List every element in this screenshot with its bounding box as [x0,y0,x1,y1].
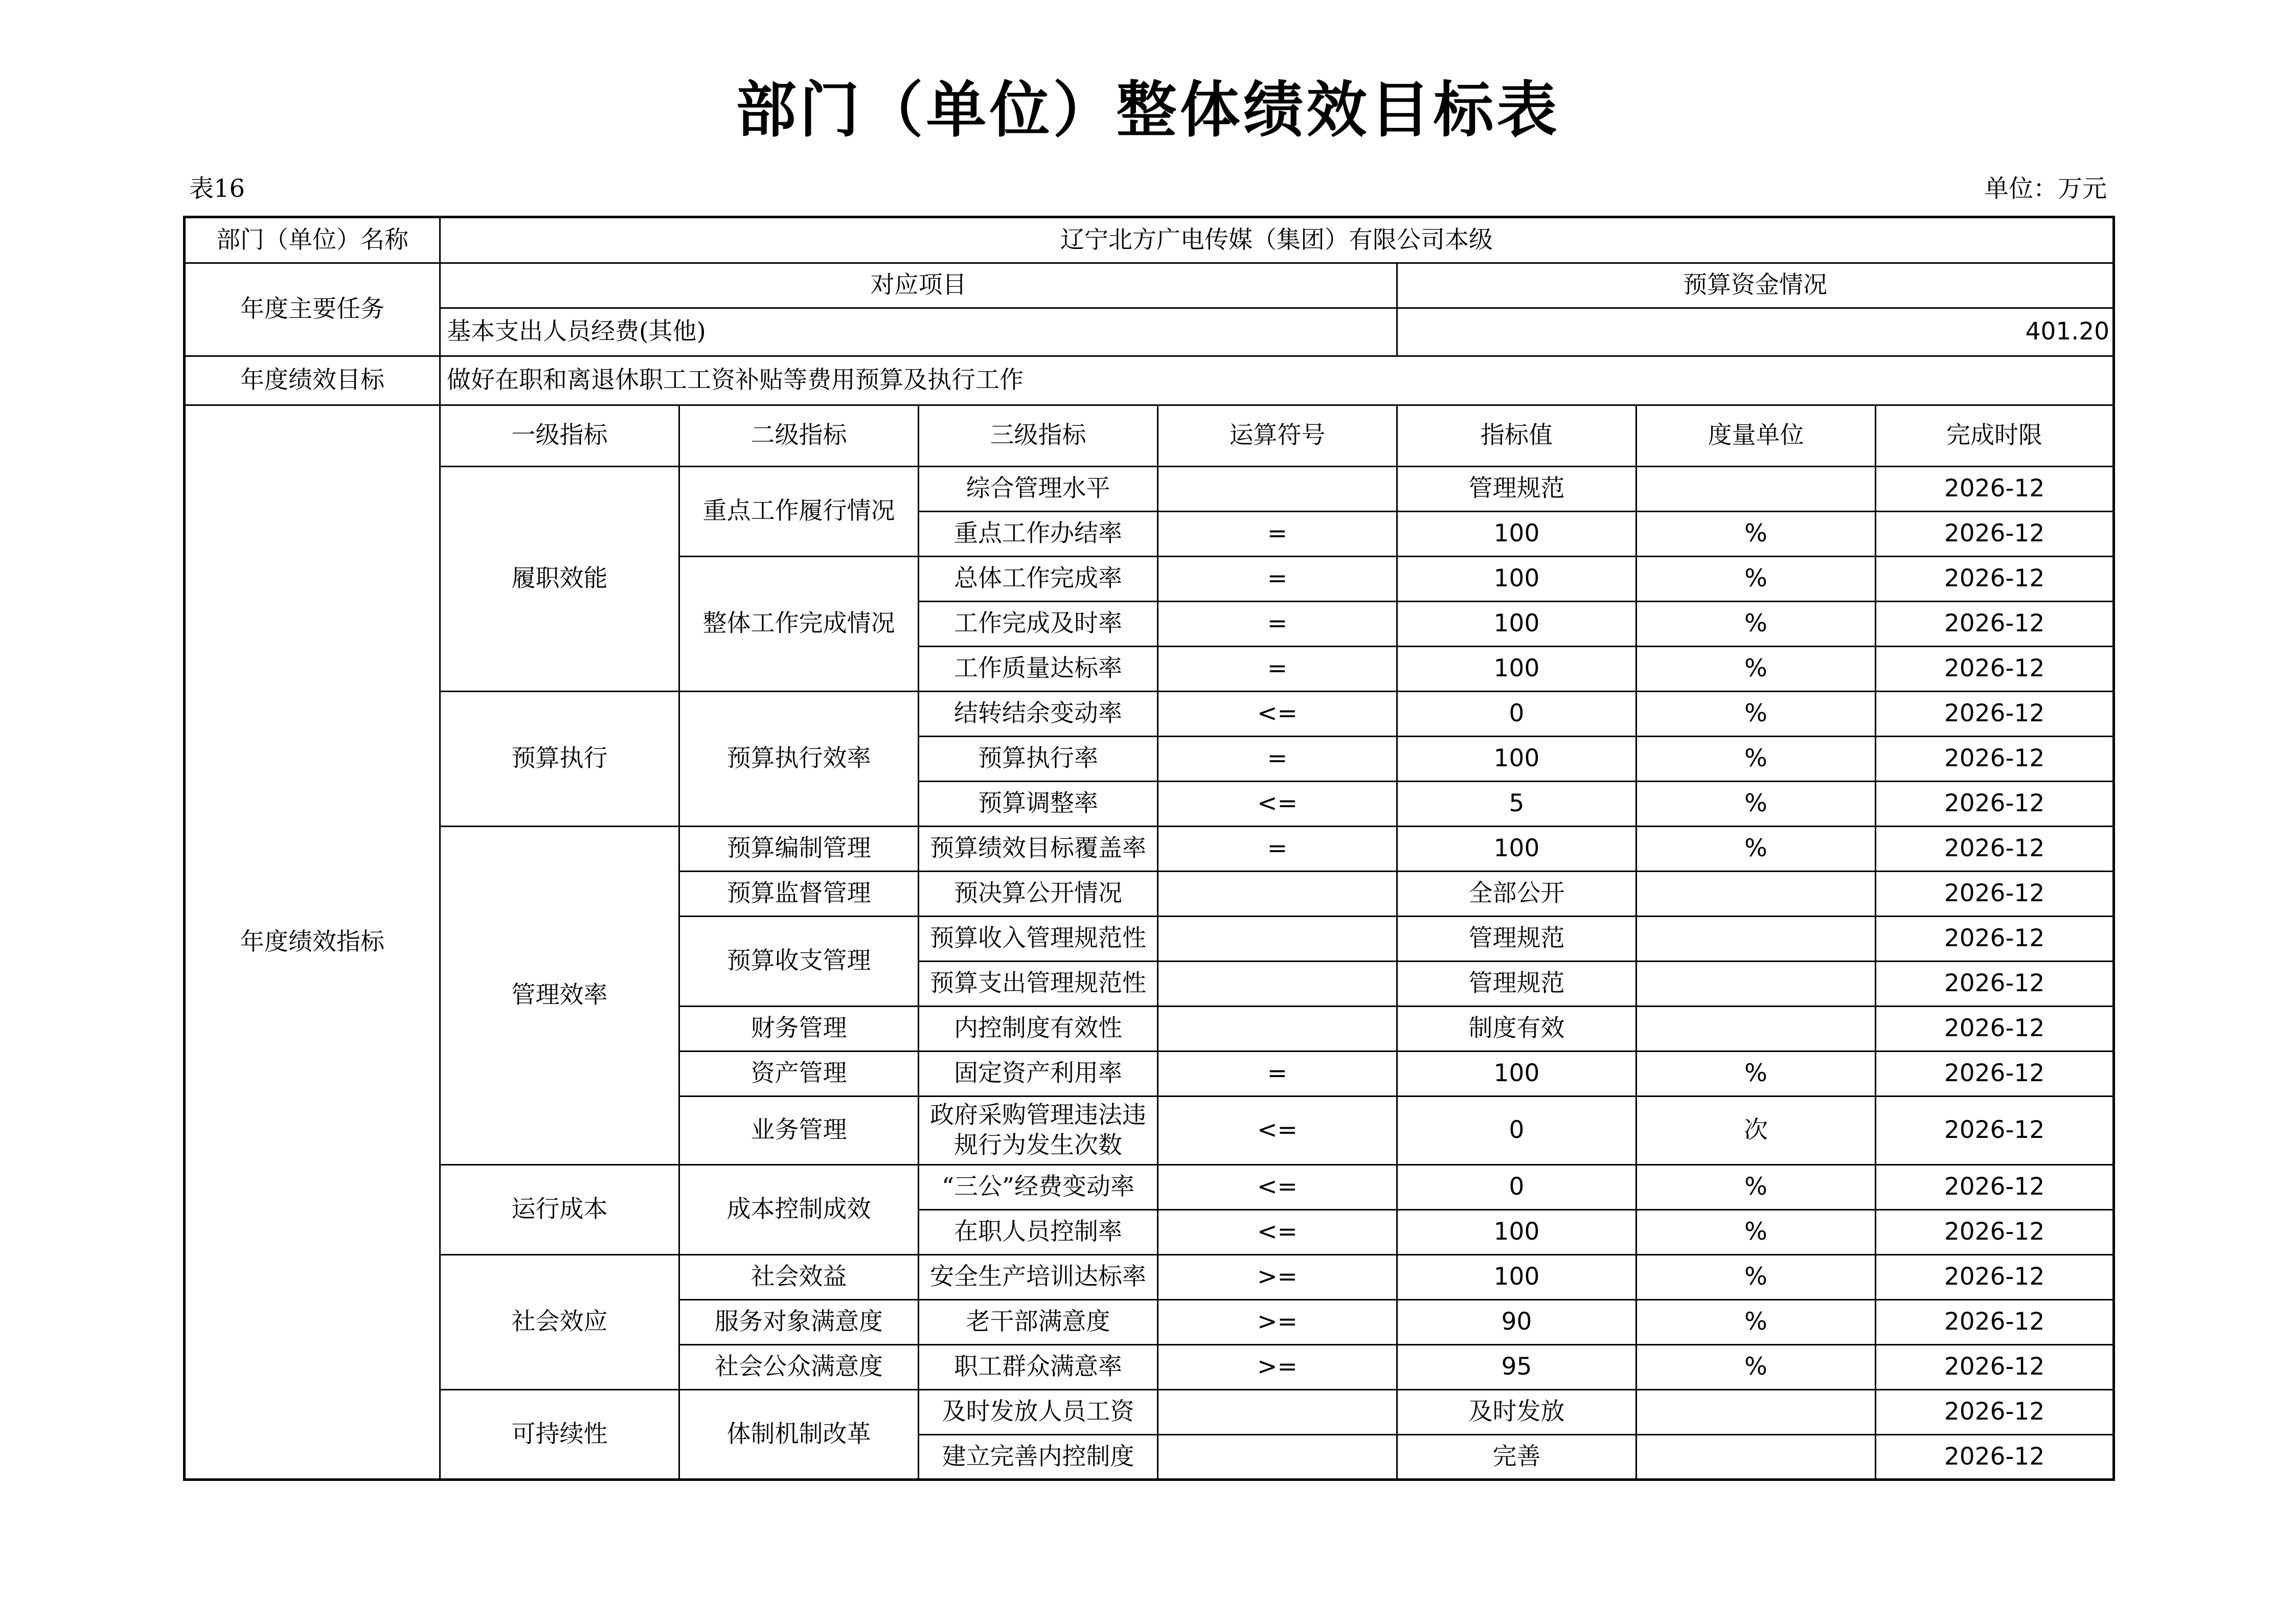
header-operator: 运算符号 [1158,405,1397,467]
level3-indicator: 预算收入管理规范性 [919,917,1158,962]
operator: = [1158,602,1397,647]
indicator-label: 年度绩效指标 [185,405,440,1480]
measure-unit: % [1636,782,1876,827]
indicator-value: 全部公开 [1397,872,1636,917]
operator: >= [1158,1345,1397,1390]
table-number: 表16 [189,174,245,203]
task-label: 年度主要任务 [185,263,440,356]
indicator-value: 及时发放 [1397,1390,1636,1435]
indicator-value: 100 [1397,1052,1636,1096]
operator [1158,1007,1397,1052]
level3-indicator: 总体工作完成率 [919,557,1158,602]
level3-indicator: 工作质量达标率 [919,647,1158,692]
level3-indicator: 政府采购管理违法违规行为发生次数 [919,1096,1158,1165]
deadline: 2026-12 [1876,737,2114,782]
measure-unit: % [1636,557,1876,602]
level2-indicator: 资产管理 [679,1052,919,1096]
level2-indicator: 社会公众满意度 [679,1345,919,1390]
operator: <= [1158,1165,1397,1210]
dept-name: 辽宁北方广电传媒（集团）有限公司本级 [440,217,2114,263]
level1-indicator: 管理效率 [440,827,679,1165]
operator [1158,917,1397,962]
level3-indicator: 及时发放人员工资 [919,1390,1158,1435]
operator [1158,1435,1397,1480]
deadline: 2026-12 [1876,512,2114,557]
measure-unit: 次 [1636,1096,1876,1165]
measure-unit: % [1636,1255,1876,1300]
deadline: 2026-12 [1876,692,2114,737]
measure-unit: % [1636,647,1876,692]
level3-indicator: 在职人员控制率 [919,1210,1158,1255]
level3-indicator: 综合管理水平 [919,467,1158,512]
indicator-value: 0 [1397,692,1636,737]
deadline: 2026-12 [1876,602,2114,647]
measure-unit: % [1636,827,1876,872]
goal-text: 做好在职和离退休职工工资补贴等费用预算及执行工作 [440,356,2114,405]
indicator-row [185,467,2114,512]
measure-unit [1636,962,1876,1007]
measure-unit: % [1636,512,1876,557]
operator: <= [1158,692,1397,737]
level2-indicator: 服务对象满意度 [679,1300,919,1345]
measure-unit [1636,1390,1876,1435]
unit-label: 单位：万元 [1984,174,2107,203]
task-row [185,308,2114,356]
header-level3: 三级指标 [919,405,1158,467]
indicator-value: 管理规范 [1397,962,1636,1007]
deadline: 2026-12 [1876,782,2114,827]
level3-indicator: 结转结余变动率 [919,692,1158,737]
indicator-value: 100 [1397,557,1636,602]
deadline: 2026-12 [1876,1255,2114,1300]
level2-indicator: 成本控制成效 [679,1165,919,1255]
level3-indicator: 预决算公开情况 [919,872,1158,917]
level3-indicator: 职工群众满意率 [919,1345,1158,1390]
indicator-value: 5 [1397,782,1636,827]
level2-indicator: 预算执行效率 [679,692,919,827]
indicator-value: 管理规范 [1397,917,1636,962]
operator: = [1158,737,1397,782]
level3-indicator: 建立完善内控制度 [919,1435,1158,1480]
measure-unit: % [1636,1165,1876,1210]
deadline: 2026-12 [1876,1210,2114,1255]
goal-label: 年度绩效目标 [185,356,440,405]
level2-indicator: 预算编制管理 [679,827,919,872]
operator: >= [1158,1255,1397,1300]
header-level1: 一级指标 [440,405,679,467]
task-budget: 401.20 [1397,308,2114,356]
indicator-value: 0 [1397,1165,1636,1210]
indicator-row [185,827,2114,872]
deadline: 2026-12 [1876,962,2114,1007]
measure-unit [1636,1435,1876,1480]
level1-indicator: 履职效能 [440,467,679,692]
indicator-value: 100 [1397,1210,1636,1255]
deadline: 2026-12 [1876,1096,2114,1165]
level2-indicator: 体制机制改革 [679,1390,919,1480]
deadline: 2026-12 [1876,467,2114,512]
measure-unit: % [1636,737,1876,782]
indicator-row [185,1165,2114,1210]
indicator-value: 100 [1397,602,1636,647]
indicator-value: 100 [1397,737,1636,782]
task-col-project: 对应项目 [440,263,1397,308]
measure-unit: % [1636,1052,1876,1096]
measure-unit [1636,467,1876,512]
operator: = [1158,557,1397,602]
level2-indicator: 业务管理 [679,1096,919,1165]
page-title: 部门（单位）整体绩效目标表 [736,75,1560,145]
level1-indicator: 运行成本 [440,1165,679,1255]
measure-unit: % [1636,1210,1876,1255]
operator [1158,467,1397,512]
deadline: 2026-12 [1876,917,2114,962]
header-unit: 度量单位 [1636,405,1876,467]
deadline: 2026-12 [1876,647,2114,692]
level1-indicator: 社会效应 [440,1255,679,1390]
operator: = [1158,827,1397,872]
deadline: 2026-12 [1876,1007,2114,1052]
level2-indicator: 财务管理 [679,1007,919,1052]
level2-indicator: 重点工作履行情况 [679,467,919,557]
level1-indicator: 预算执行 [440,692,679,827]
operator: = [1158,1052,1397,1096]
measure-unit: % [1636,602,1876,647]
indicator-value: 90 [1397,1300,1636,1345]
operator [1158,1390,1397,1435]
level3-indicator: 预算调整率 [919,782,1158,827]
deadline: 2026-12 [1876,1390,2114,1435]
measure-unit: % [1636,692,1876,737]
level3-indicator: 工作完成及时率 [919,602,1158,647]
indicator-value: 100 [1397,827,1636,872]
deadline: 2026-12 [1876,872,2114,917]
deadline: 2026-12 [1876,1345,2114,1390]
measure-unit: % [1636,1300,1876,1345]
level3-indicator: 老干部满意度 [919,1300,1158,1345]
performance-table [183,216,2115,1481]
indicator-value: 100 [1397,1255,1636,1300]
operator: <= [1158,782,1397,827]
level2-indicator: 整体工作完成情况 [679,557,919,692]
operator: = [1158,512,1397,557]
dept-row [185,217,2114,263]
level3-indicator: 预算支出管理规范性 [919,962,1158,1007]
level3-indicator: 内控制度有效性 [919,1007,1158,1052]
task-header-row [185,263,2114,308]
level2-indicator: 社会效益 [679,1255,919,1300]
indicator-row [185,1255,2114,1300]
header-level2: 二级指标 [679,405,919,467]
deadline: 2026-12 [1876,1300,2114,1345]
operator: <= [1158,1210,1397,1255]
level1-indicator: 可持续性 [440,1390,679,1480]
deadline: 2026-12 [1876,827,2114,872]
operator: >= [1158,1300,1397,1345]
level3-indicator: 固定资产利用率 [919,1052,1158,1096]
dept-label: 部门（单位）名称 [185,217,440,263]
deadline: 2026-12 [1876,557,2114,602]
level3-indicator: 预算执行率 [919,737,1158,782]
indicator-value: 100 [1397,647,1636,692]
indicator-row [185,1390,2114,1435]
measure-unit: % [1636,1345,1876,1390]
level2-indicator: 预算监督管理 [679,872,919,917]
task-col-budget: 预算资金情况 [1397,263,2114,308]
indicator-row [185,692,2114,737]
indicator-value: 0 [1397,1096,1636,1165]
indicator-value: 完善 [1397,1435,1636,1480]
header-value: 指标值 [1397,405,1636,467]
indicator-value: 管理规范 [1397,467,1636,512]
level3-indicator: 预算绩效目标覆盖率 [919,827,1158,872]
indicator-header-row [185,405,2114,467]
goal-row [185,356,2114,405]
level3-indicator: “三公”经费变动率 [919,1165,1158,1210]
measure-unit [1636,1007,1876,1052]
operator: = [1158,647,1397,692]
measure-unit [1636,872,1876,917]
indicator-value: 95 [1397,1345,1636,1390]
deadline: 2026-12 [1876,1435,2114,1480]
operator [1158,872,1397,917]
operator: <= [1158,1096,1397,1165]
indicator-value: 100 [1397,512,1636,557]
deadline: 2026-12 [1876,1165,2114,1210]
deadline: 2026-12 [1876,1052,2114,1096]
header-deadline: 完成时限 [1876,405,2114,467]
indicator-value: 制度有效 [1397,1007,1636,1052]
level3-indicator: 重点工作办结率 [919,512,1158,557]
level3-indicator: 安全生产培训达标率 [919,1255,1158,1300]
task-project: 基本支出人员经费(其他) [440,308,1397,356]
operator [1158,962,1397,1007]
measure-unit [1636,917,1876,962]
level2-indicator: 预算收支管理 [679,917,919,1007]
